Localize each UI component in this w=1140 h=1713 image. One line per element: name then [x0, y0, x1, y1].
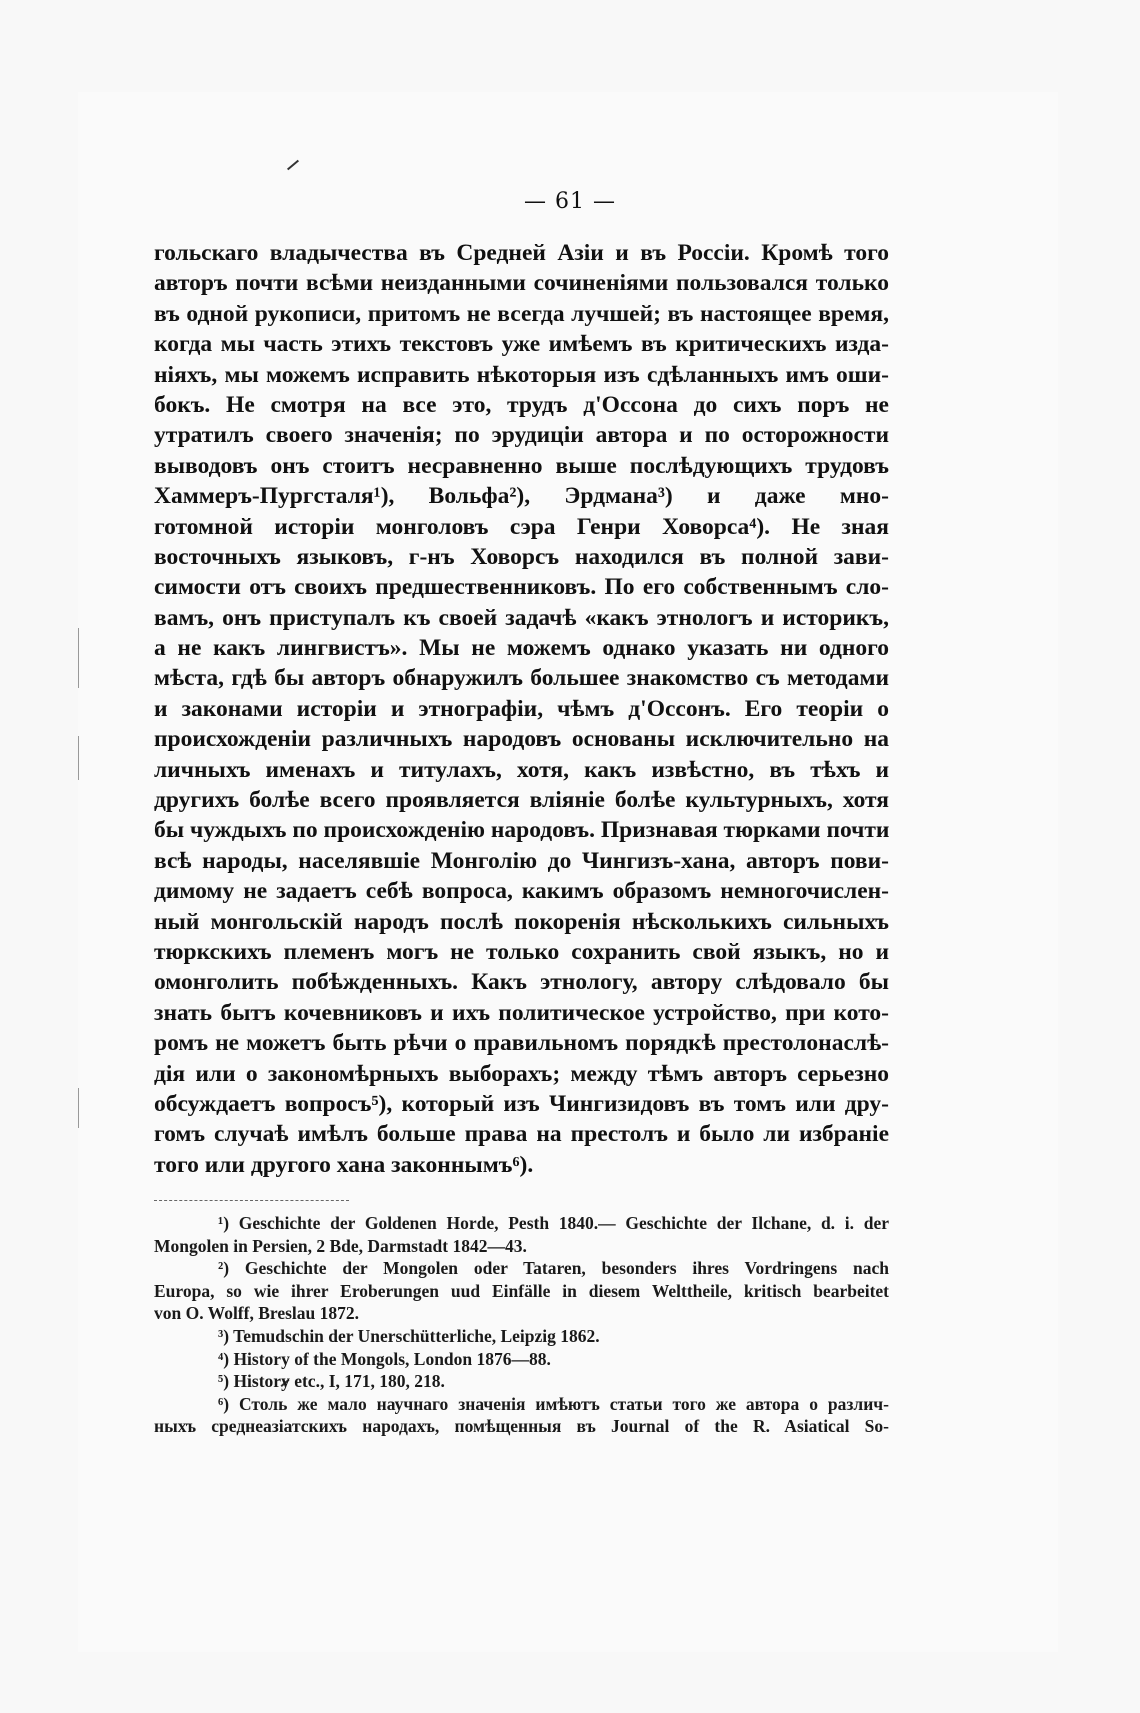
body-line: восточныхъ языковъ, г-нъ Ховорсъ находился въ полной зави-	[154, 543, 889, 570]
body-line: въ одной рукописи, притомъ не всегда лучшей; въ настоящее время,	[154, 300, 889, 327]
footnotes	[154, 1212, 889, 1438]
body-line: дія или о закономѣрныхъ выборахъ; между тѣмъ авторъ серьезно	[154, 1060, 889, 1087]
body-line: ніяхъ, мы можемъ исправить нѣкоторыя изъ сдѣланныхъ имъ оши-	[154, 361, 889, 388]
footnote-line: ⁶) Столь же мало научнаго значенія имѣютъ статьи того же автора о различ-	[218, 1393, 889, 1414]
footnote-line: von O. Wolff, Breslau 1872.	[154, 1303, 360, 1324]
body-text	[154, 238, 889, 1180]
body-line: происхожденіи различныхъ народовъ основаны исключительно на	[154, 726, 889, 753]
margin-mark	[78, 628, 79, 688]
body-line: ный монгольскій народъ послѣ покоренія нѣсколькихъ сильныхъ	[154, 908, 889, 935]
body-line: гомъ случаѣ имѣлъ больше права на престолъ и было ли избраніе	[154, 1121, 889, 1148]
footnote-rule	[154, 1200, 349, 1201]
body-line: обсуждаетъ вопросъ⁵), который изъ Чингизидовъ въ томъ или дру-	[154, 1090, 889, 1117]
body-line: выводовъ онъ стоитъ несравненно выше послѣдующихъ трудовъ	[154, 452, 889, 479]
margin-mark	[78, 736, 79, 780]
margin-mark	[78, 1088, 79, 1128]
body-line: бы чуждыхъ по происхожденію народовъ. Признавая тюрками почти	[154, 817, 890, 844]
body-line: мѣста, гдѣ бы авторъ обнаружилъ большее знакомство съ методами	[154, 665, 889, 692]
body-line: ромъ не можетъ быть рѣчи о правильномъ порядкѣ престолонаслѣ-	[154, 1030, 889, 1057]
page-number: — 61 —	[524, 189, 616, 214]
body-line: готомной исторіи монголовъ сэра Генри Ховорса⁴). Не зная	[154, 513, 889, 540]
body-line: симости отъ своихъ предшественниковъ. По его собственнымъ сло-	[154, 574, 889, 601]
body-line: Хаммеръ-Пургсталя¹), Вольфа²), Эрдмана³) и даже мно-	[154, 483, 889, 510]
body-line: другихъ болѣе всего проявляется вліяніе болѣе культурныхъ, хотя	[154, 787, 889, 814]
body-line: вамъ, онъ приступалъ къ своей задачѣ «какъ этнологъ и историкъ,	[154, 604, 889, 631]
body-line: а не какъ лингвистъ». Мы не можемъ однако указать ни одного	[154, 635, 889, 662]
body-line: личныхъ именахъ и титулахъ, хотя, какъ извѣстно, въ тѣхъ и	[154, 756, 889, 783]
body-line: того или другого хана законнымъ⁶).	[154, 1151, 534, 1178]
footnote-line: ¹) Geschichte der Goldenen Horde, Pesth 1840.— Geschichte der Ilchane, d. i. der	[218, 1213, 889, 1233]
body-line: гольскаго владычества въ Средней Азіи и въ Россіи. Кромѣ того	[154, 240, 889, 266]
body-line: омонголить побѣжденныхъ. Какъ этнологу, автору слѣдовало бы	[154, 969, 889, 996]
body-line: бокъ. Не смотря на все это, трудъ д'Оссона до сихъ поръ не	[154, 391, 889, 418]
footnote-line: Mongolen in Persien, 2 Bde, Darmstadt 1842—43.	[154, 1235, 527, 1256]
footnote-line: ²) Geschichte der Mongolen oder Tataren, besonders ihres Vordringens nach	[218, 1258, 889, 1279]
footnote-line: Europa, so wie ihrer Eroberungen uud Einfälle in diesem Welttheile, kritisch bearbeitet	[154, 1280, 889, 1301]
body-line: утратилъ своего значенія; по эрудиціи автора и по осторожности	[154, 422, 889, 449]
body-line: и законами исторіи и этнографіи, чѣмъ д'Оссонъ. Его теоріи о	[154, 695, 889, 722]
body-line: авторъ почти всѣми неизданными сочиненіями пользовался только	[154, 270, 889, 297]
body-line: димому не задаетъ себѣ вопроса, какимъ образомъ немногочислен-	[154, 878, 889, 905]
body-line: когда мы часть этихъ текстовъ уже имѣемъ въ критическихъ изда-	[154, 331, 889, 358]
body-line: тюркскихъ племенъ могъ не только сохранить свой языкъ, но и	[154, 938, 889, 965]
body-line: всѣ народы, населявшіе Монголію до Чингизъ-хана, авторъ пови-	[154, 847, 889, 874]
footnote-line: ³) Temudschin der Unerschütterliche, Leipzig 1862.	[218, 1325, 600, 1346]
footnote-line: ныхъ среднеазіатскихъ народахъ, помѣщенныя въ Journal of the R. Asiatical So-	[154, 1416, 889, 1437]
footnote-line: ⁴) History of the Mongols, London 1876—88.	[218, 1348, 551, 1369]
footnote-line: ⁵) History etc., I, 171, 180, 218.	[218, 1371, 445, 1392]
body-line: знать бытъ кочевниковъ и ихъ политическое устройство, при кото-	[154, 999, 889, 1026]
